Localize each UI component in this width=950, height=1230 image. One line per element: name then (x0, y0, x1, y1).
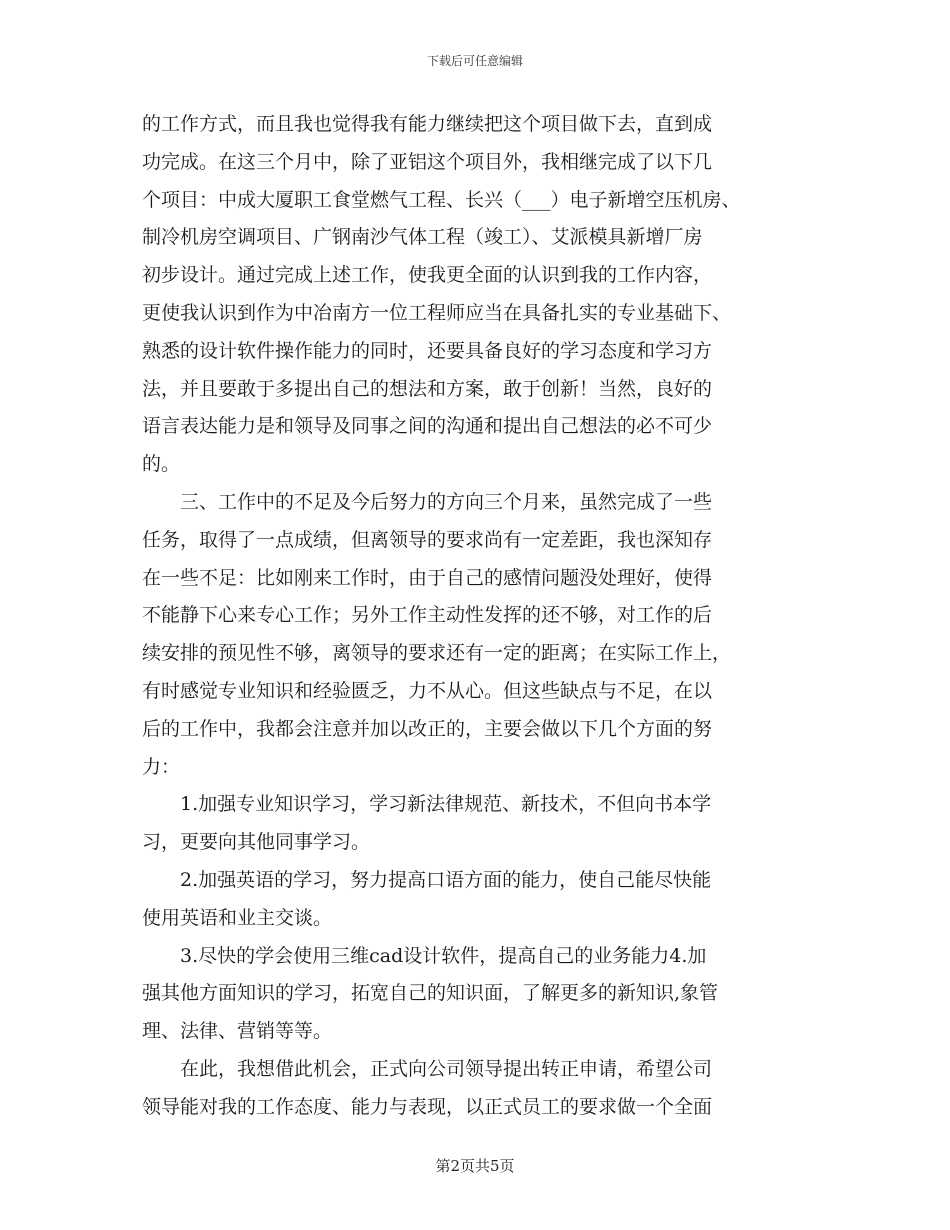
page-number: 第2页共5页 (435, 1157, 515, 1175)
body-line: 理、法律、营销等等。 (142, 1020, 333, 1043)
body-line: 在此，我想借此机会，正式向公司领导提出转正申请，希望公司 (142, 1057, 713, 1080)
body-line: 有时感觉专业知识和经验匮乏，力不从心。但这些缺点与不足，在以 (142, 679, 713, 702)
body-line: 熟悉的设计软件操作能力的同时，还要具备良好的学习态度和学习方 (142, 339, 713, 362)
body-line: 的工作方式，而且我也觉得我有能力继续把这个项目做下去，直到成 (142, 113, 713, 135)
body-line: 力： (142, 755, 181, 778)
body-line: 强其他方面知识的学习，拓宽自己的知识面，了解更多的新知识,象管 (142, 982, 719, 1005)
body-line: 1.加强专业知识学习，学习新法律规范、新技术，不但向书本学 (142, 793, 712, 816)
page-header: 下载后可任意编辑 (426, 54, 523, 68)
body-line: 个项目：中成大厦职工食堂燃气工程、长兴（___）电子新增空压机房、 (142, 188, 741, 211)
body-line: 更使我认识到作为中冶南方一位工程师应当在具备扎实的专业基础下、 (142, 301, 732, 324)
body-line: 的。 (142, 453, 181, 476)
body-line: 后的工作中，我都会注意并加以改正的，主要会做以下几个方面的努 (142, 717, 713, 740)
body-line: 领导能对我的工作态度、能力与表现，以正式员工的要求做一个全面 (142, 1095, 713, 1118)
body-line: 三、工作中的不足及今后努力的方向三个月来，虽然完成了一些 (142, 490, 713, 513)
body-line: 使用英语和业主交谈。 (142, 906, 333, 929)
body-line: 2.加强英语的学习，努力提高口语方面的能力，使自己能尽快能 (142, 868, 712, 891)
document-body (142, 106, 822, 1127)
body-line: 续安排的预见性不够，离领导的要求还有一定的距离；在实际工作上， (142, 642, 732, 665)
body-line: 制冷机房空调项目、广钢南沙气体工程（竣工）、艾派模具新增厂房 (142, 226, 703, 249)
body-line: 在一些不足：比如刚来工作时，由于自己的感情问题没处理好，使得 (142, 566, 713, 589)
body-line: 习，更要向其他同事学习。 (142, 831, 371, 854)
body-line: 初步设计。通过完成上述工作，使我更全面的认识到我的工作内容， (142, 264, 713, 287)
body-line: 语言表达能力是和领导及同事之间的沟通和提出自己想法的必不可少 (142, 415, 713, 438)
body-line: 功完成。在这三个月中，除了亚铝这个项目外，我相继完成了以下几 (142, 150, 713, 173)
body-line: 法，并且要敢于多提出自己的想法和方案，敢于创新！当然，良好的 (142, 377, 713, 400)
body-line: 不能静下心来专心工作；另外工作主动性发挥的还不够，对工作的后 (142, 604, 713, 627)
body-line: 3.尽快的学会使用三维cad设计软件，提高自己的业务能力4.加 (142, 944, 707, 967)
body-line: 任务，取得了一点成绩，但离领导的要求尚有一定差距，我也深知存 (142, 528, 713, 551)
